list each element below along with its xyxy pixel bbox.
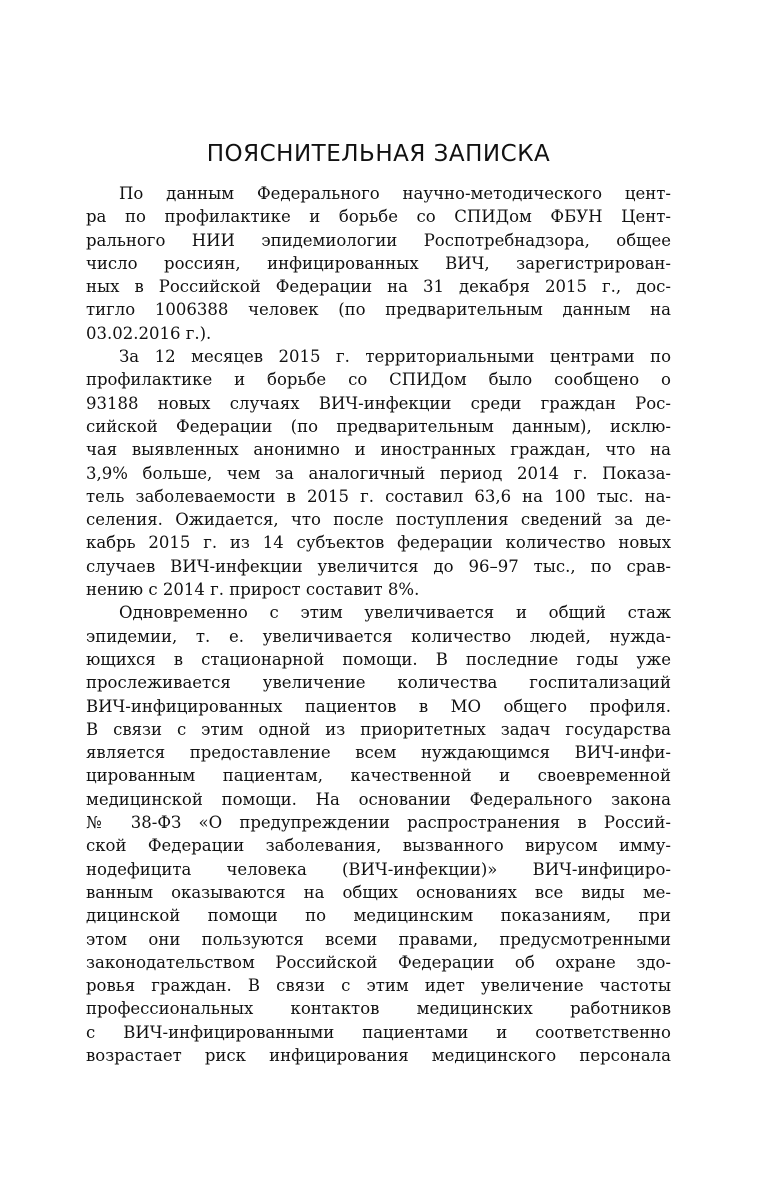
paragraph-2-line: селения. Ожидается, что после поступления сведений за де- bbox=[86, 510, 671, 530]
paragraph-1-line: 03.02.2016 г.). bbox=[86, 323, 212, 343]
page-title: ПОЯСНИТЕЛЬНАЯ ЗАПИСКА bbox=[206, 141, 551, 167]
paragraph-2-line: чая выявленных анонимно и иностранных граждан, что на bbox=[86, 440, 671, 460]
paragraph-3-line: нодефицита человека (ВИЧ-инфекции)» ВИЧ-инфициро- bbox=[86, 859, 671, 879]
paragraph-2-line: случаев ВИЧ-инфекции увеличится до 96–97 тыс., по срав- bbox=[86, 556, 671, 576]
paragraph-2-line: нению с 2014 г. прирост составит 8%. bbox=[86, 580, 420, 600]
paragraph-3-line: эпидемии, т. е. увеличивается количество людей, нужда- bbox=[86, 626, 671, 646]
paragraph-2-line: тель заболеваемости в 2015 г. составил 63,6 на 100 тыс. на- bbox=[86, 486, 671, 506]
paragraph-2-line: сийской Федерации (по предварительным данным), исклю- bbox=[86, 416, 671, 436]
paragraph-1-line: тигло 1006388 человек (по предварительным данным на bbox=[86, 300, 671, 320]
paragraph-1-line: число россиян, инфицированных ВИЧ, зарегистрирован- bbox=[86, 253, 671, 273]
paragraph-2-line: кабрь 2015 г. из 14 субъектов федерации количество новых bbox=[86, 533, 671, 553]
paragraph-3-line: этом они пользуются всеми правами, предусмотренными bbox=[86, 929, 671, 949]
paragraph-3-line: Одновременно с этим увеличивается и общий стаж bbox=[119, 603, 671, 623]
paragraph-2-line: 93188 новых случаях ВИЧ-инфекции среди граждан Рос- bbox=[86, 393, 671, 413]
paragraph-3-line: ской Федерации заболевания, вызванного вирусом имму- bbox=[86, 836, 671, 856]
paragraph-3-line: ющихся в стационарной помощи. В последние годы уже bbox=[86, 649, 671, 669]
paragraph-3-line: возрастает риск инфицирования медицинского персонала bbox=[86, 1045, 671, 1065]
body-text bbox=[86, 182, 671, 1067]
paragraph-3-line: ВИЧ-инфицированных пациентов в МО общего профиля. bbox=[86, 696, 671, 716]
paragraph-3-line: медицинской помощи. На основании Федерального закона bbox=[86, 789, 671, 809]
paragraph-3-line: профессиональных контактов медицинских работников bbox=[86, 999, 671, 1019]
paragraph-1-line: рального НИИ эпидемиологии Роспотребнадзора, общее bbox=[86, 230, 671, 250]
paragraph-3-line: № 38-ФЗ «О предупреждении распространения в Россий- bbox=[86, 813, 671, 833]
paragraph-1-line: ных в Российской Федерации на 31 декабря 2015 г., дос- bbox=[86, 277, 671, 297]
paragraph-3-line: с ВИЧ-инфицированными пациентами и соответственно bbox=[86, 1022, 671, 1042]
paragraph-3-line: законодательством Российской Федерации об охране здо- bbox=[86, 952, 671, 972]
paragraph-2-line: 3,9% больше, чем за аналогичный период 2014 г. Показа- bbox=[86, 463, 671, 483]
paragraph-3-line: является предоставление всем нуждающимся ВИЧ-инфи- bbox=[86, 743, 671, 763]
paragraph-3-line: В связи с этим одной из приоритетных задач государства bbox=[86, 719, 671, 739]
paragraph-1-line: ра по профилактике и борьбе со СПИДом ФБУН Цент- bbox=[86, 207, 671, 227]
paragraph-3-line: ровья граждан. В связи с этим идет увеличение частоты bbox=[86, 976, 671, 996]
paragraph-3-line: прослеживается увеличение количества госпитализаций bbox=[86, 673, 671, 693]
paragraph-3-line: дицинской помощи по медицинским показаниям, при bbox=[86, 906, 671, 926]
paragraph-1-line: По данным Федерального научно-методического цент- bbox=[119, 184, 671, 203]
paragraph-2-line: профилактике и борьбе со СПИДом было сообщено о bbox=[86, 370, 671, 390]
paragraph-3-line: ванным оказываются на общих основаниях все виды ме- bbox=[86, 882, 671, 902]
paragraph-3-line: цированным пациентам, качественной и своевременной bbox=[86, 766, 671, 786]
paragraph-2-line: За 12 месяцев 2015 г. территориальными центрами по bbox=[119, 347, 671, 367]
